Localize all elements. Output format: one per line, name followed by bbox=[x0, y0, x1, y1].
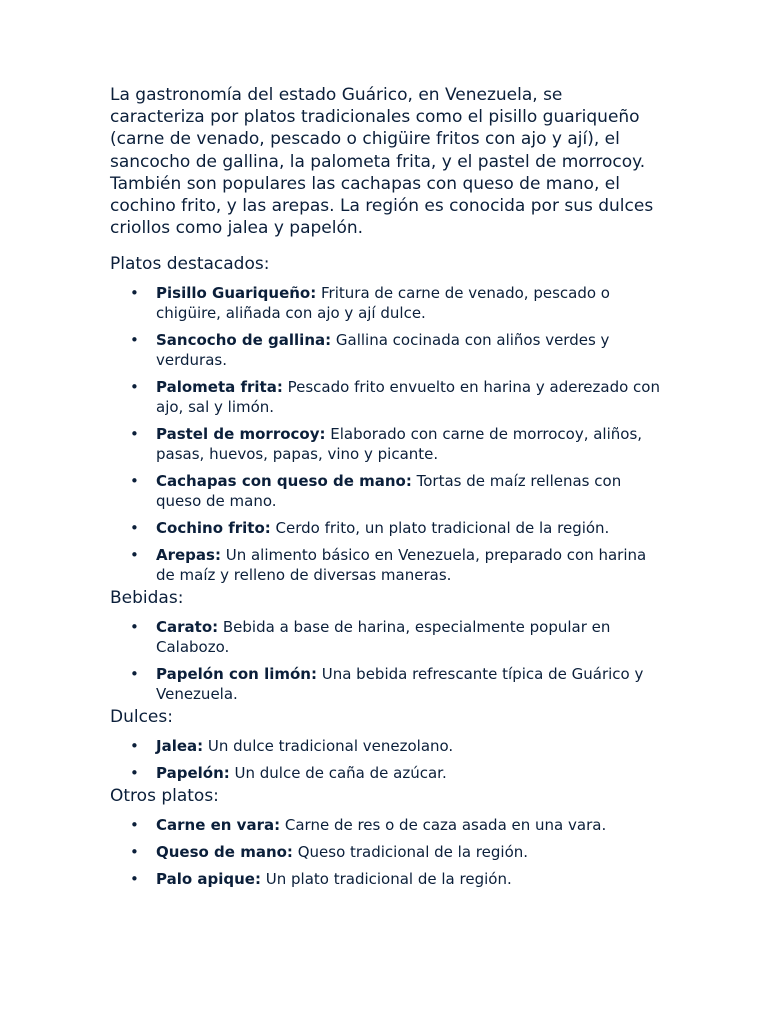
item-term: Cachapas con queso de mano: bbox=[156, 472, 412, 491]
list-bebidas bbox=[110, 617, 660, 704]
list-item bbox=[110, 377, 660, 417]
item-term: Arepas: bbox=[156, 546, 221, 565]
item-desc: Fritura de carne de venado, pescado o chigüire, aliñada con ajo y ají dulce. bbox=[156, 284, 610, 323]
item-desc: Carne de res o de caza asada en una vara. bbox=[280, 816, 607, 835]
item-desc: Un dulce de caña de azúcar. bbox=[229, 764, 447, 783]
list-item bbox=[110, 330, 660, 370]
bullet-icon: • bbox=[130, 665, 139, 684]
item-desc: Bebida a base de harina, especialmente popular en Calabozo. bbox=[156, 618, 611, 657]
list-item bbox=[110, 424, 660, 464]
list-item bbox=[110, 518, 660, 538]
bullet-icon: • bbox=[130, 425, 139, 444]
bullet-icon: • bbox=[130, 472, 139, 491]
list-item bbox=[110, 869, 660, 889]
item-term: Carne en vara: bbox=[156, 816, 281, 835]
item-term: Carato: bbox=[156, 618, 219, 637]
list-item bbox=[110, 283, 660, 323]
section-title-dulces: Dulces: bbox=[110, 707, 173, 728]
list-item bbox=[110, 617, 660, 657]
bullet-icon: • bbox=[130, 737, 139, 756]
list-item bbox=[110, 736, 660, 756]
item-term: Cochino frito: bbox=[156, 519, 271, 538]
list-item bbox=[110, 842, 660, 862]
document-page bbox=[110, 84, 660, 889]
item-term: Palo apique: bbox=[156, 870, 261, 889]
list-platos bbox=[110, 283, 660, 585]
bullet-icon: • bbox=[130, 816, 139, 835]
item-desc: Un plato tradicional de la región. bbox=[260, 870, 512, 889]
bullet-icon: • bbox=[130, 284, 139, 303]
bullet-icon: • bbox=[130, 843, 139, 862]
list-otros bbox=[110, 815, 660, 889]
list-item bbox=[110, 545, 660, 585]
item-term: Pisillo Guariqueño: bbox=[156, 284, 317, 303]
section-title-otros: Otros platos: bbox=[110, 786, 219, 807]
list-item bbox=[110, 664, 660, 704]
bullet-icon: • bbox=[130, 331, 139, 350]
list-dulces bbox=[110, 736, 660, 783]
item-desc: Cerdo frito, un plato tradicional de la región. bbox=[270, 519, 610, 538]
item-term: Palometa frita: bbox=[156, 378, 283, 397]
item-desc: Gallina cocinada con aliños verdes y verduras. bbox=[156, 331, 610, 370]
bullet-icon: • bbox=[130, 764, 139, 783]
list-item bbox=[110, 471, 660, 511]
bullet-icon: • bbox=[130, 378, 139, 397]
item-term: Papelón: bbox=[156, 764, 230, 783]
item-term: Jalea: bbox=[156, 737, 204, 756]
item-desc: Tortas de maíz rellenas con queso de mano. bbox=[156, 472, 622, 511]
item-desc: Un alimento básico en Venezuela, preparado con harina de maíz y relleno de diversas maneras. bbox=[156, 546, 647, 585]
item-desc: Queso tradicional de la región. bbox=[292, 843, 529, 862]
list-item bbox=[110, 815, 660, 835]
item-desc: Pescado frito envuelto en harina y aderezado con ajo, sal y limón. bbox=[156, 378, 660, 417]
bullet-icon: • bbox=[130, 870, 139, 889]
item-term: Pastel de morrocoy: bbox=[156, 425, 326, 444]
item-term: Papelón con limón: bbox=[156, 665, 317, 684]
item-desc: Elaborado con carne de morrocoy, aliños, pasas, huevos, papas, vino y picante. bbox=[156, 425, 643, 464]
section-title-platos: Platos destacados: bbox=[110, 254, 270, 275]
item-desc: Una bebida refrescante típica de Guárico y Venezuela. bbox=[156, 665, 644, 704]
bullet-icon: • bbox=[130, 546, 139, 565]
bullet-icon: • bbox=[130, 519, 139, 538]
item-term: Sancocho de gallina: bbox=[156, 331, 332, 350]
item-term: Queso de mano: bbox=[156, 843, 293, 862]
list-item bbox=[110, 763, 660, 783]
item-desc: Un dulce tradicional venezolano. bbox=[203, 737, 454, 756]
intro-paragraph: La gastronomía del estado Guárico, en Venezuela, se caracteriza por platos tradicionales como el pisillo guariqueño (carne de venado, pescado o chigüire fritos con ajo y ají), el sancocho de gallina, la palometa frita, y el pastel de morrocoy. También son populares las cachapas con queso de mano, el cochino frito, y las arepas. La región es conocida por sus dulces criollos como jalea y papelón. bbox=[110, 85, 654, 239]
bullet-icon: • bbox=[130, 618, 139, 637]
section-title-bebidas: Bebidas: bbox=[110, 588, 184, 609]
